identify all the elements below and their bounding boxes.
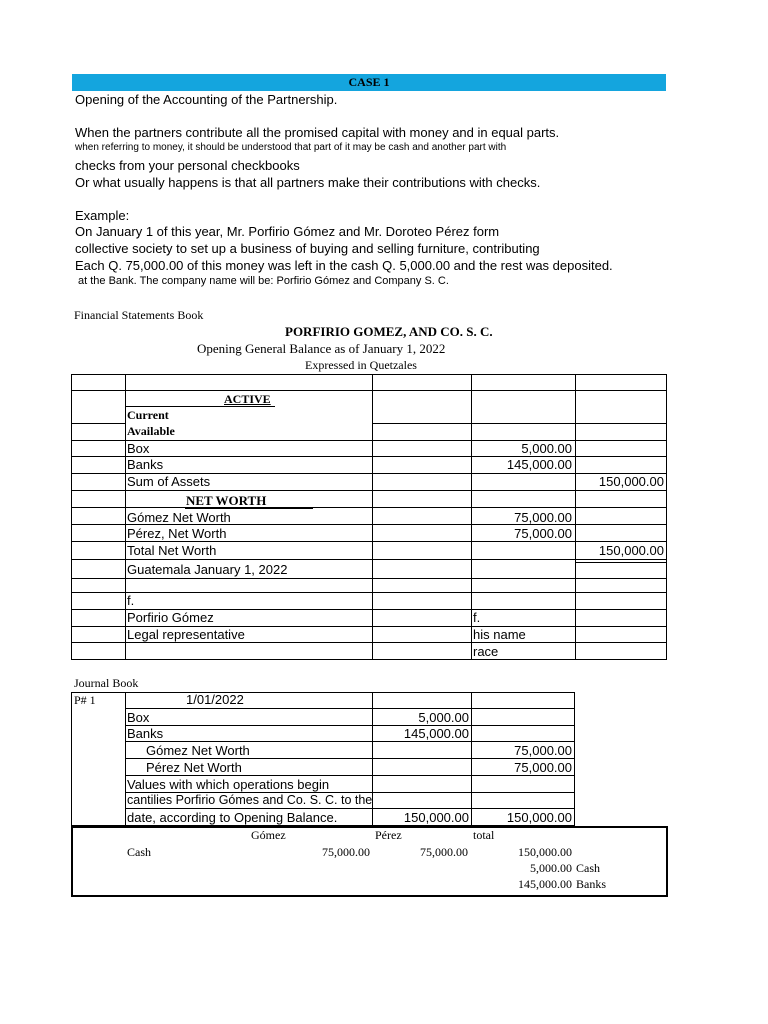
summary-cash-label: Cash	[576, 861, 600, 875]
signer-name-2: his name	[473, 627, 526, 642]
banks-label: Banks	[127, 457, 164, 472]
journal-box-label: Box	[127, 710, 150, 725]
sum-assets-label: Sum of Assets	[127, 474, 211, 489]
signer-role-1: Legal representative	[127, 627, 245, 642]
journal-gomez-label: Gómez Net Worth	[146, 743, 250, 758]
box-value: 5,000.00	[521, 441, 572, 456]
journal-box-debit: 5,000.00	[418, 710, 469, 725]
signer-role-2: race	[473, 644, 499, 659]
box-label: Box	[127, 441, 150, 456]
journal-banks-label: Banks	[127, 726, 164, 741]
journal-perez-credit: 75,000.00	[514, 760, 572, 775]
summary-row-label: Cash	[127, 845, 151, 859]
gomez-net-worth-value: 75,000.00	[514, 510, 572, 525]
example-label: Example:	[75, 208, 130, 223]
journal-description: Values with which operations begin	[127, 777, 330, 792]
journal-date: 1/01/2022	[186, 692, 244, 707]
summary-perez-value: 75,000.00	[420, 845, 468, 859]
net-worth-heading: NET WORTH	[186, 493, 267, 508]
place-date: Guatemala January 1, 2022	[127, 562, 288, 577]
summary-gomez-value: 75,000.00	[322, 845, 370, 859]
journal-description: cantilies Porfirio Gómes and Co. S. C. to the	[127, 793, 373, 807]
journal-perez-label: Pérez Net Worth	[146, 760, 242, 775]
sum-assets-value: 150,000.00	[598, 474, 664, 489]
perez-net-worth-value: 75,000.00	[514, 526, 572, 541]
paragraph-line: when referring to money, it should be understood that part of it may be cash and another part with	[75, 142, 507, 153]
case-subtitle: Opening of the Accounting of the Partnership.	[75, 92, 338, 107]
banks-value: 145,000.00	[506, 457, 572, 472]
journal-total-debit: 150,000.00	[403, 810, 469, 825]
summary-cash-value: 5,000.00	[530, 861, 572, 875]
journal-book-label: Journal Book	[74, 676, 139, 690]
active-heading: ACTIVE	[224, 392, 271, 406]
paragraph-line: Or what usually happens is that all partners make their contributions with checks.	[75, 175, 541, 190]
summary-banks-label: Banks	[576, 877, 606, 891]
example-line: On January 1 of this year, Mr. Porfirio Gómez and Mr. Doroteo Pérez form	[75, 224, 500, 239]
case-title: CASE 1	[348, 75, 390, 89]
summary-col-total: total	[473, 828, 495, 842]
total-net-worth-value: 150,000.00	[598, 543, 664, 558]
balance-heading: Opening General Balance as of January 1, 2022	[197, 341, 446, 356]
journal-total-credit: 150,000.00	[506, 810, 572, 825]
example-line: collective society to set up a business of buying and selling furniture, contributing	[75, 241, 540, 256]
signature-f-1: f.	[127, 593, 135, 608]
book-label: Financial Statements Book	[74, 308, 204, 322]
summary-total-value: 150,000.00	[518, 845, 572, 859]
paragraph-line: checks from your personal checkbooks	[75, 158, 300, 173]
paragraph-line: When the partners contribute all the promised capital with money and in equal parts.	[75, 125, 560, 140]
signature-f-2: f.	[473, 610, 481, 625]
signer-name-1: Porfirio Gómez	[127, 610, 214, 625]
current-label: Current	[127, 408, 169, 422]
journal-description: date, according to Opening Balance.	[127, 810, 338, 825]
company-name: PORFIRIO GOMEZ, AND CO. S. C.	[285, 324, 493, 339]
available-label: Available	[127, 424, 175, 438]
total-net-worth-label: Total Net Worth	[127, 543, 217, 558]
summary-banks-value: 145,000.00	[518, 877, 572, 891]
journal-entry-number: P# 1	[74, 693, 96, 707]
currency-note: Expressed in Quetzales	[305, 358, 417, 372]
example-line: Each Q. 75,000.00 of this money was left in the cash Q. 5,000.00 and the rest was deposited.	[75, 258, 613, 273]
summary-col-perez: Pérez	[375, 828, 402, 842]
perez-net-worth-label: Pérez, Net Worth	[127, 526, 227, 541]
journal-gomez-credit: 75,000.00	[514, 743, 572, 758]
example-line: at the Bank. The company name will be: Porfirio Gómez and Company S. C.	[78, 275, 449, 287]
case-title-banner	[72, 74, 666, 91]
journal-banks-debit: 145,000.00	[403, 726, 469, 741]
gomez-net-worth-label: Gómez Net Worth	[127, 510, 231, 525]
summary-col-gomez: Gómez	[251, 828, 286, 842]
